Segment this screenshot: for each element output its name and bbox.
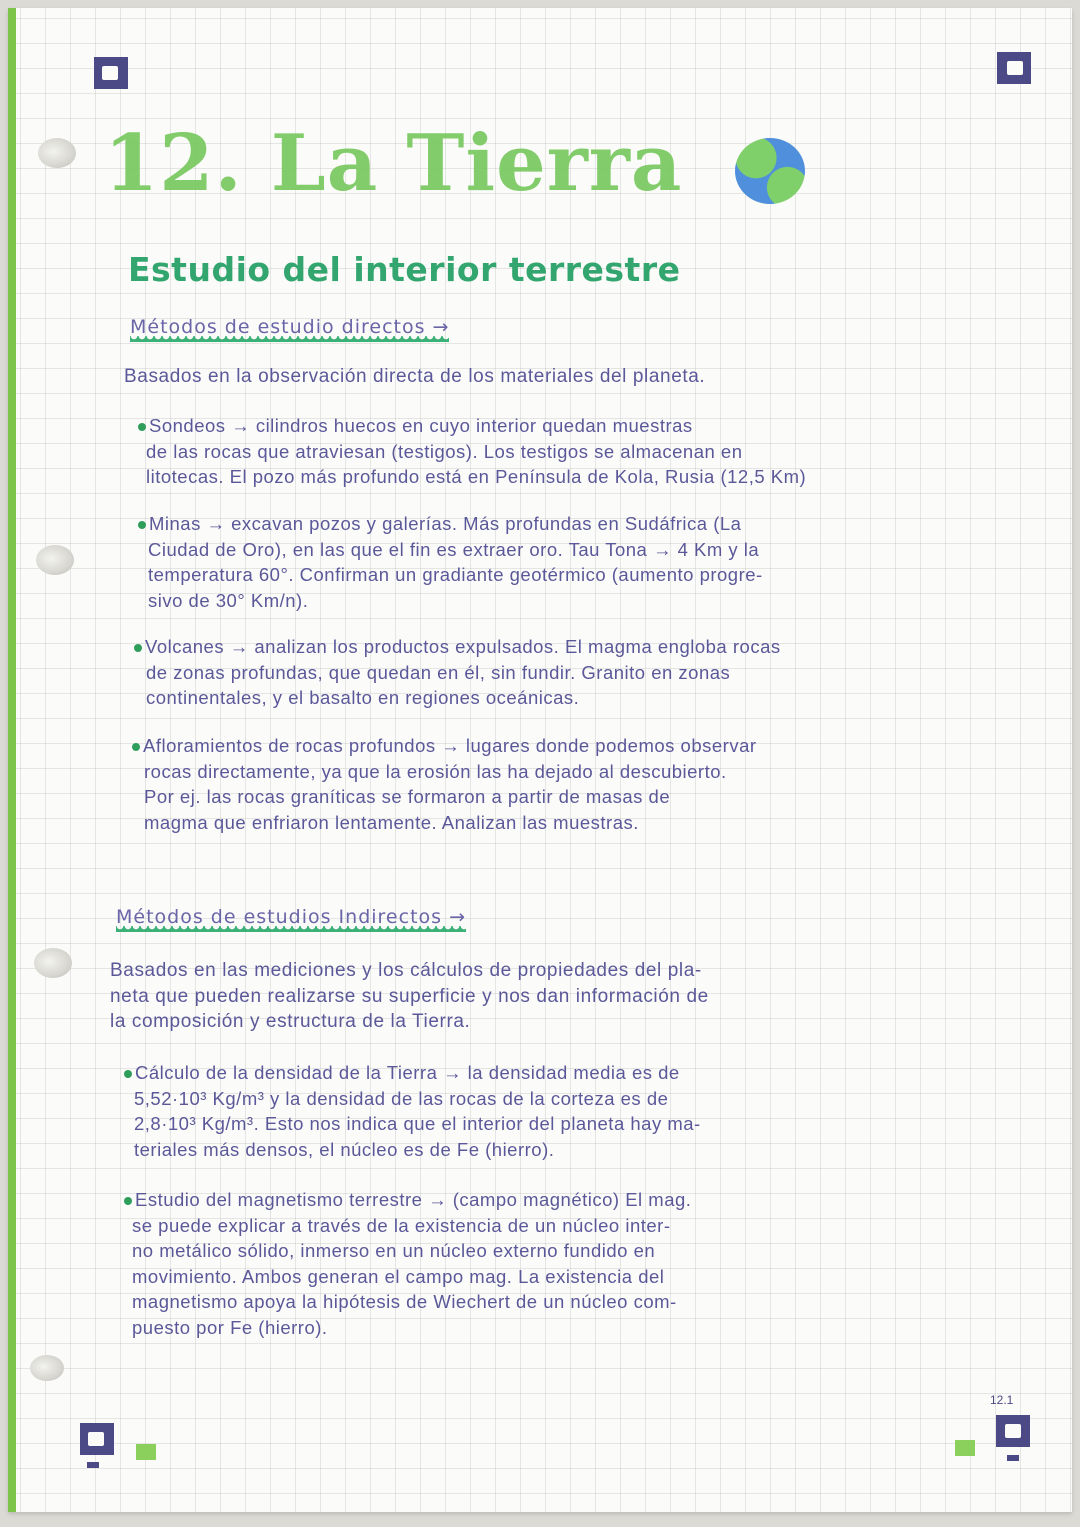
green-square-bottom-left [136,1444,156,1460]
bullet-dot-icon [124,1070,132,1078]
indirect-methods-intro: Basados en las mediciones y los cálculos de propiedades del pla- neta que pueden realizarse su superficie y nos dan información de la composición y estructura de la Tierra. [110,960,709,1032]
corner-marker-top-right-icon [997,52,1031,84]
bullet-volcanes: Volcanes → analizan los productos expulsados. El magma engloba rocas de zonas profundas, que quedan en él, sin fundir. Granito en zonas continentales, y el basalto en regiones oceánicas. [134,634,781,711]
bullet-dot-icon [134,644,142,652]
hole-punch-1 [38,138,76,168]
bullet-dot-icon [138,423,146,431]
green-square-bottom-right [955,1440,975,1456]
bullet-magnetismo: Estudio del magnetismo terrestre → (campo magnético) El mag. se puede explicar a través de la existencia de un núcleo inter- no metálico sólido, inmerso en un núcleo externo fundido en movimiento. Ambos generan el campo mag. La existencia del magnetismo apoya la hipótesis de Wiechert de un núcleo com- puesto por Fe (hierro). [124,1187,691,1340]
corner-marker-top-left-icon [94,57,128,89]
direct-methods-heading: Métodos de estudio directos → [130,316,449,342]
bullet-minas: Minas → excavan pozos y galerías. Más profundas en Sudáfrica (La Ciudad de Oro), en las que el fin es extraer oro. Tau Tona → 4 Km y la temperatura 60°. Confirman un gradiante geotérmico (aumento progre- sivo de 30° Km/n). [138,511,763,613]
hole-punch-4 [30,1355,64,1381]
bullet-afloramientos: Afloramientos de rocas profundos → lugares donde podemos observar rocas directamente, ya que la erosión las ha dejado al descubierto. Por ej. las rocas graníticas se formaron a partir de masas de magma que enfriaron lentamente. Analizan las muestras. [132,733,757,835]
direct-methods-intro: Basados en la observación directa de los materiales del planeta. [124,366,706,387]
bullet-dot-icon [132,743,140,751]
earth-globe-icon [735,138,805,204]
page-edge-green [8,8,16,1512]
bullet-sondeos: Sondeos → cilindros huecos en cuyo interior quedan muestras de las rocas que atraviesan (testigos). Los testigos se almacenan en litotecas. El pozo más profundo está en Península de Kola, Rusia (12,5 Km) [138,413,806,490]
tick-mark-bottom-left [87,1462,99,1468]
indirect-methods-heading: Métodos de estudios Indirectos → [116,906,466,932]
hole-punch-2 [36,545,74,575]
hole-punch-3 [34,948,72,978]
corner-marker-bottom-left-icon [80,1423,114,1455]
corner-marker-bottom-right-icon [996,1415,1030,1447]
bullet-dot-icon [138,521,146,529]
bullet-densidad: Cálculo de la densidad de la Tierra → la densidad media es de 5,52·10³ Kg/m³ y la densidad de las rocas de la corteza es de 2,8·10³ Kg/m³. Esto nos indica que el interior del planeta hay ma- teriales más densos, el núcleo es de Fe (hierro). [124,1060,701,1162]
section-title: Estudio del interior terrestre [128,250,681,289]
page-number: 12.1 [990,1393,1014,1407]
page-title: 12. La Tierra [104,118,683,209]
bullet-dot-icon [124,1197,132,1205]
tick-mark-bottom-right [1007,1455,1019,1461]
